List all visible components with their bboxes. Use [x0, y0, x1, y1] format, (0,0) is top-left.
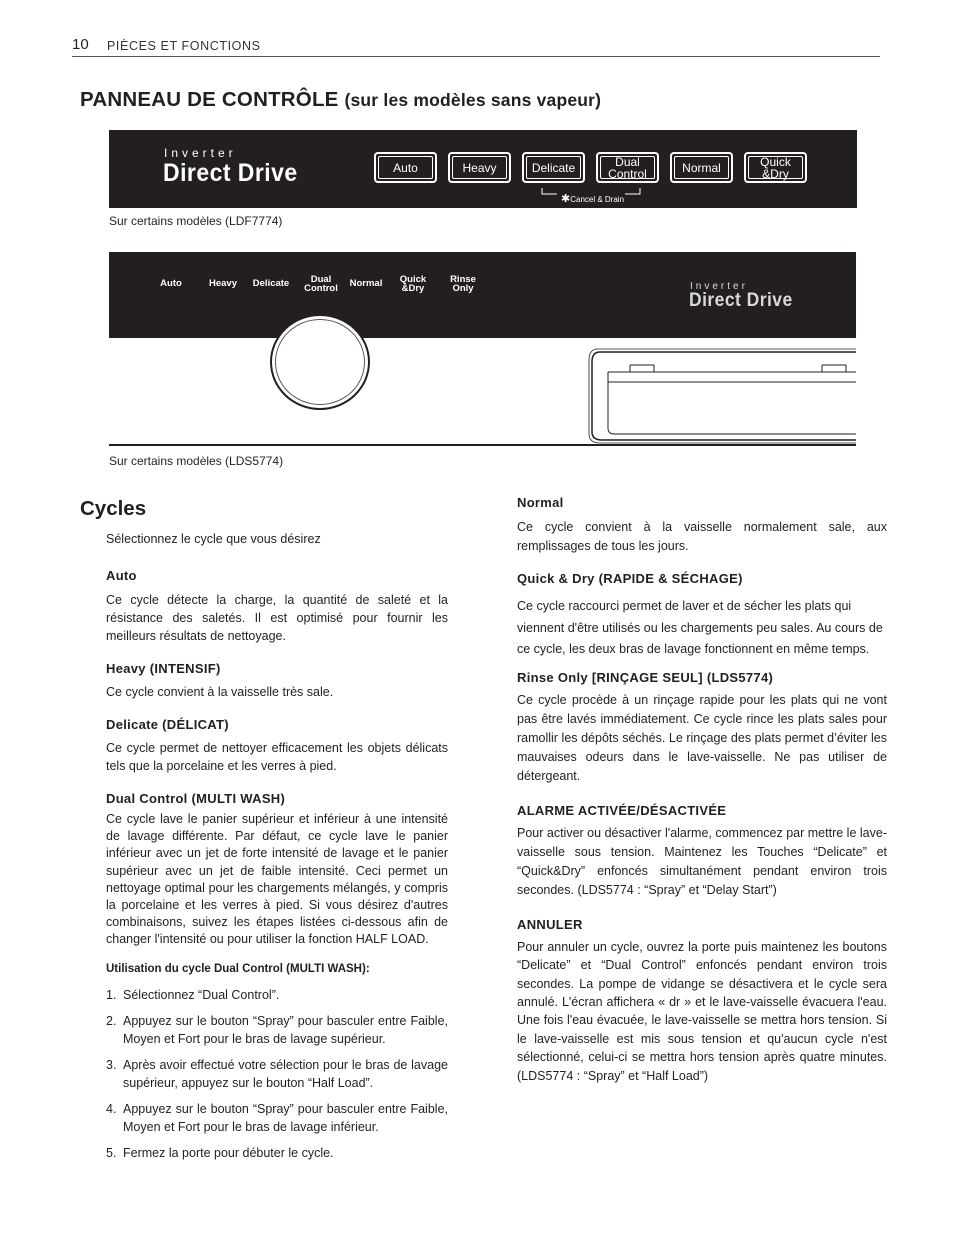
dual-control-heading: Dual Control (MULTI WASH): [106, 791, 286, 806]
page-title-sub: (sur les modèles sans vapeur): [344, 90, 602, 110]
left-column: [106, 530, 448, 1162]
heavy-heading: Heavy (INTENSIF): [106, 661, 221, 676]
step-item: [106, 1012, 448, 1048]
normal-text: Ce cycle convient à la vaisselle normalement sale, aux remplissages de tous les jours.: [517, 520, 887, 553]
step-item: [106, 1144, 448, 1162]
header-divider: [72, 56, 880, 57]
step-number: 4.: [106, 1101, 117, 1116]
page-number: 10: [72, 36, 89, 53]
cycles-intro: Sélectionnez le cycle que vous désirez: [106, 532, 321, 546]
rinse-only-heading: Rinse Only [RINÇAGE SEUL] (LDS5774): [517, 669, 774, 685]
page-title: [80, 88, 601, 112]
rinse-only-text: Ce cycle procède à un rinçage rapide pour les plats qui ne vont pas être lavés immédiatement. Ce cycle rince les plats sales pour ramollir les dépôts séchés. Le rinçage des plats permet d’éviter les mauvaises odeurs dans le lave-vaisselle. Ne pas utiliser de détergeant.: [517, 692, 887, 783]
panel2-dual-control-label[interactable]: Dual Control: [304, 274, 338, 294]
panel1-quick-dry-button[interactable]: Quick &Dry: [744, 152, 807, 183]
delicate-text: Ce cycle permet de nettoyer efficacement les objets délicats tels que la porcelaine et les verres à pied.: [106, 741, 448, 773]
normal-heading: Normal: [517, 495, 564, 510]
panel2-heavy-label[interactable]: Heavy: [209, 278, 237, 289]
heavy-text: Ce cycle convient à la vaisselle très sale.: [106, 685, 334, 699]
step-text: Après avoir effectué votre sélection pour le bras de lavage supérieur, appuyez sur le bouton “Half Load”.: [123, 1057, 448, 1090]
delicate-heading: Delicate (DÉLICAT): [106, 717, 229, 732]
quick-dry-text: Ce cycle raccourci permet de laver et de sécher les plats qui viennent d'être utilisés ou les chargements peu sales. Au cours de ce cycle, les deux bras de lavage fonctionnent en même temps.: [517, 599, 883, 657]
door-handle-illustration: [588, 348, 856, 444]
dual-control-usage-heading: Utilisation du cycle Dual Control (MULTI WASH):: [106, 962, 370, 975]
panel1-delicate-button[interactable]: Delicate: [522, 152, 585, 183]
step-item: [106, 986, 448, 1004]
step-text: Appuyez sur le bouton “Spray” pour basculer entre Faible, Moyen et Fort pour le bras de lavage supérieur.: [123, 1013, 448, 1046]
step-number: 2.: [106, 1013, 117, 1028]
panel2-brand-direct-drive: Direct Drive: [689, 290, 793, 311]
panel-baseline: [109, 444, 856, 446]
step-item: [106, 1100, 448, 1136]
step-text: Sélectionnez “Dual Control”.: [123, 987, 280, 1002]
panel2-brand-inverter: Inverter: [690, 281, 748, 292]
step-number: 5.: [106, 1145, 117, 1160]
brand-direct-drive-logo: Direct Drive: [163, 159, 298, 187]
caption-lds5774: Sur certains modèles (LDS5774): [109, 454, 284, 468]
panel2-delicate-label[interactable]: Delicate: [252, 278, 290, 289]
step-number: 3.: [106, 1057, 117, 1072]
caption-ldf7774: Sur certains modèles (LDF7774): [109, 214, 283, 228]
alarm-text: Pour activer ou désactiver l'alarme, commencez par mettre le lave-vaisselle sous tension. Maintenez les Touches “Delicate” et “Quick&Dry” enfoncés simultanément pendant environ trois secondes. (LDS5774 : “Spray” et “Delay Start”): [517, 825, 887, 897]
control-panel-lds5774: [109, 252, 856, 338]
alarm-heading: ALARME ACTIVÉE/DÉSACTIVÉE: [517, 802, 727, 818]
cycle-dial[interactable]: [270, 314, 370, 410]
auto-heading: Auto: [106, 568, 137, 583]
panel1-normal-button[interactable]: Normal: [670, 152, 733, 183]
auto-text: Ce cycle détecte la charge, la quantité de saleté et la résistance des saletés. Il est optimisé pour fournir les meilleurs résultats de nettoyage.: [106, 593, 448, 643]
panel2-auto-label[interactable]: Auto: [160, 278, 182, 289]
step-text: Appuyez sur le bouton “Spray” pour basculer entre Faible, Moyen et Fort pour le bras de lavage inférieur.: [123, 1101, 448, 1134]
dual-control-text: Ce cycle lave le panier supérieur et inférieur à une intensité de lavage différente. Par défaut, ce cycle lave le panier inférieur avec un jet de forte intensité de lavage et le panier supérieur avec un jet de faible intensité. Ceci permet un nettoyage optimal pour les chargements mélangés, y compris la porcelaine et les verres à pied. Si vous désirez d'autres combinaisons, suivez les étapes listées ci-dessous afin de changer l'intensité ou pour utiliser la fonction HALF LOAD.: [106, 812, 448, 947]
panel2-normal-label[interactable]: Normal: [349, 278, 383, 289]
cancel-text: Pour annuler un cycle, ouvrez la porte puis maintenez les boutons “Delicate” et “Dual Control” enfoncés pendant environ trois secondes. La pompe de vidange se désactivera et le cycle sera annulé. L'écran affichera « dr » et le lave-vaisselle évacuera l'eau. Une fois l'eau évacuée, le lave-vaisselle se mettra hors tension. Si le lave-vaisselle est mis sous tension et qu'aucun cycle n'est sélectionné, celui-ci se mettra hors tension après quatre minutes. (LDS5774 : “Spray” et “Half Load”): [517, 939, 887, 1083]
control-panel-ldf7774: [109, 130, 857, 208]
cancel-drain-label: [561, 192, 624, 205]
panel1-auto-button[interactable]: Auto: [374, 152, 437, 183]
panel1-heavy-button[interactable]: Heavy: [448, 152, 511, 183]
step-text: Fermez la porte pour débuter le cycle.: [123, 1145, 334, 1160]
page-title-main: PANNEAU DE CONTRÔLE: [80, 88, 339, 111]
dual-control-steps: [106, 986, 448, 1162]
step-item: [106, 1056, 448, 1092]
cancel-drain-text: Cancel & Drain: [570, 195, 625, 204]
cancel-heading: ANNULER: [517, 916, 583, 932]
section-header: PIÈCES ET FONCTIONS: [107, 39, 261, 53]
asterisk-icon: ✱: [561, 193, 571, 205]
right-column: [517, 494, 887, 1085]
quick-dry-heading: Quick & Dry (RAPIDE & SÉCHAGE): [517, 571, 743, 586]
step-number: 1.: [106, 987, 117, 1002]
brand-inverter-label: Inverter: [164, 146, 237, 160]
panel1-dual-control-button[interactable]: Dual Control: [596, 152, 659, 183]
panel2-quick-dry-label[interactable]: Quick &Dry: [399, 274, 427, 294]
cycles-title: Cycles: [80, 497, 147, 520]
panel2-rinse-only-label[interactable]: Rinse Only: [450, 274, 476, 294]
